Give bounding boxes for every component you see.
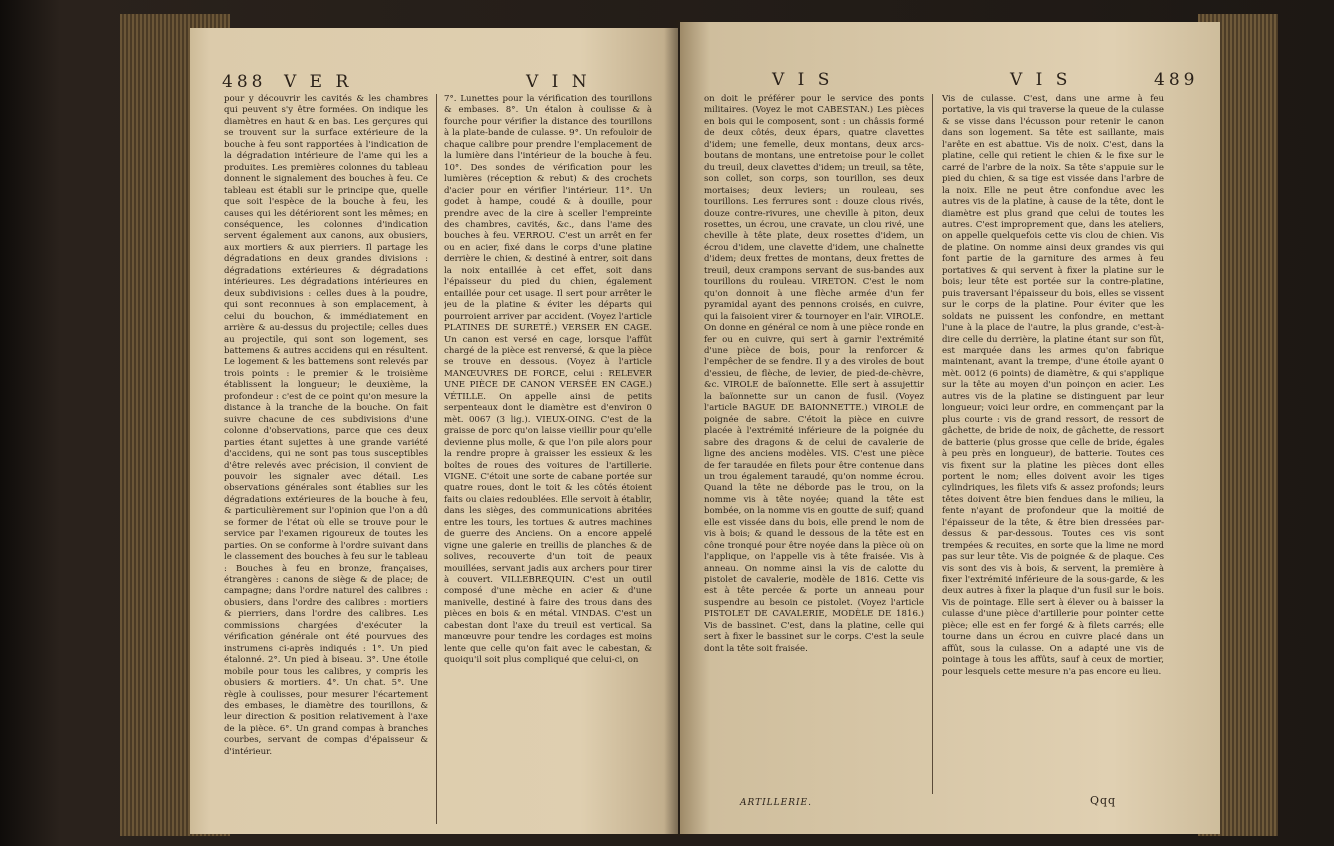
catchword-qqq: Qqq [1090,794,1117,807]
right-column-1: on doit le préférer pour le service des ponts militaires. (Voyez le mot CABESTAN.) Les pièces en bois qui le composent, sont : un châssis formé de deux côtés, deux épars, quatre clavettes d'idem; une femelle, deux montans, deux arcs-boutans de montans, une entretoise pour le collet du treuil, deux clavettes d'idem; un treuil, sa tête, son collet, son corps, son tourillon, ses deux mortaises; deux leviers; un rouleau, ses tourillons. Les ferrures sont : douze clous rivés, douze contre-rivures, une cheville à piton, deux rosettes, un écrou, une cravate, un clou rivé, une cheville à tête plate, deux rosettes d'idem, un écrou d'idem, une clavette d'idem, une chaînette d'idem; deux frettes de montans, deux frettes de treuil, deux crampons servant de sus-bandes aux tourillons du rouleau. VIRETON. C'est le nom qu'on donnoit à une flèche armée d'un fer pyramidal ayant des pennons croisés, en cuivre, qui la faisoient virer & tournoyer en l'air. VIROLE. On donne en général ce nom à une pièce ronde en fer ou en cuivre, qui sert à garnir l'extrémité d'une pièce de bois, pour la renforcer & l'empêcher de se fendre. Il y a des viroles de bout d'essieu, de flèche, de levier, de pied-de-chèvre, &c. VIROLE de baïonnette. Elle sert à assujettir la baïonnette sur un canon de fusil. (Voyez l'article BAGUE DE BAIONNETTE.) VIROLE de poignée de sabre. C'étoit la pièce en cuivre placée à l'extrémité inférieure de la poignée du sabre des dragons & de celui de cavalerie de ligne des anciens modèles. VIS. C'est une pièce de fer taraudée en filets pour être contenue dans un trou également taraudé, qu'on nomme écrou. Quand la tête ne déborde pas le trou, on la nomme vis à tête noyée; quand la tête est bombée, on la nomme vis en goutte de suif; quand elle est vissée dans du bois, elle prend le nom de vis à bois; & quand le dessous de la tête est en cône tronqué pour être noyée dans la pièce où on l'applique, on l'appelle vis à tête fraisée. Vis à anneau. On nomme ainsi la vis de calotte du pistolet de cavalerie, modèle de 1816. Cette vis est à tête percée & porte un anneau pour suspendre au besoin ce pistolet. (Voyez l'article PISTOLET DE CAVALERIE, MODÈLE DE 1816.) Vis de bassinet. C'est, dans la platine, celle qui sert à fixer le bassinet sur le corps. C'est la seule dont la tête soit fraisée. [704,94,924,654]
left-running-head-ver: V E R [284,72,353,92]
right-running-head-vis-2: V I S [1010,70,1072,90]
column-rule-right [932,94,933,794]
right-running-head-vis-1: V I S [772,70,834,90]
left-running-head-vin: V I N [526,72,591,92]
left-page [190,28,678,834]
right-page [680,22,1220,834]
left-column-2: 7°. Lunettes pour la vérification des tourillons & embases. 8°. Un étalon à coulisse & à fourche pour vérifier la distance des tourillons à la plate-bande de culasse. 9°. Un refouloir de chaque calibre pour prendre l'emplacement de la lumière dans l'intérieur de la bouche à feu. 10°. Des sondes de vérification pour les lumières (réception & rebut) & des crochets d'acier pour en vérifier l'intérieur. 11°. Un godet à hampe, coudé & à douille, pour prendre avec de la cire à sceller l'empreinte des chambres, cavités, &c., dans l'ame des bouches à feu. VERROU. C'est un arrêt en fer ou en acier, fixé dans le corps d'une platine derrière le chien, & destiné à entrer, soit dans la noix entaillée à cet effet, soit dans l'épaisseur du pied du chien, également entaillée pour cet usage. Il sert pour arrêter le jeu de la platine & éviter les départs qui pourroient arriver par accident. (Voyez l'article PLATINES DE SURETÉ.) VERSER EN CAGE. Un canon est versé en cage, lorsque l'affût chargé de la pièce est renversé, & que la pièce se trouve en dessous. (Voyez à l'article MANŒUVRES DE FORCE, celui : RELEVER UNE PIÈCE DE CANON VERSÉE EN CAGE.) VÉTILLE. On appelle ainsi de petits serpenteaux dont le diamètre est d'environ 0 mèt. 0067 (3 lig.). VIEUX-OING. C'est de la graisse de porc qu'on laisse vieillir pour qu'elle devienne plus molle, & que l'on pile alors pour la rendre propre à graisser les essieux & les boîtes de roues des voitures de l'artillerie. VIGNE. C'étoit une sorte de cabane portée sur quatre roues, dont le toit & les côtés étoient faits ou claies redoublées. Elle servoit à établir, dans les sièges, des communications abritées entre les tours, les tortues & autres machines de guerre des Anciens. On a encore appelé vigne une galerie en treillis de planches & de solives, recouverte d'un toit de peaux mouillées, servant jadis aux archers pour tirer à couvert. VILLEBREQUIN. C'est un outil composé d'une mèche en acier & d'une manivelle, destiné à faire des trous dans des pièces en bois & en métal. VINDAS. C'est un cabestan dont l'axe du treuil est vertical. Sa manœuvre pour tendre les cordages est moins lente que celle qu'on fait avec le cabestan, & quoiqu'il soit plus compliqué que celui-ci, on [444,94,652,666]
left-page-number: 488 [222,72,267,92]
left-column-1: pour y découvrir les cavités & les chambres qui peuvent s'y être formées. On indique les diamètres en haut & en bas. Les gerçures qui se trouvent sur la surface extérieure de la bouche à feu sont rapportées à l'indication de la dégradation intérieure de l'ame qui les a produites. Les premières colonnes du tableau donnent le signalement des bouches à feu. Ce tableau est établi sur le principe que, quelle que soit l'espèce de la bouche à feu, les causes qui les détériorent sont les mêmes; en conséquence, les colonnes d'indication servent également aux canons, aux obusiers, aux mortiers & aux pierriers. Il partage les dégradations en deux grandes divisions : dégradations extérieures & dégradations intérieures. Les dégradations intérieures en deux subdivisions : celles dues à la poudre, qui sont reconnues à son emplacement, à celui du bouchon, & immédiatement en arrière & au-dessus du projectile; celles dues au projectile, qui sont son logement, ses battemens & autres accidens qui en résultent. Le logement & les battemens sont relevés par trois points : le premier & le troisième établissent la longueur; le deuxième, la profondeur : c'est de ce point qu'on mesure la distance à la tranche de la bouche. On fait suivre chacune de ces subdivisions d'une colonne d'observations, parce que ces deux parties étant sujettes à une grande variété d'accidens, qui ne sont pas tous susceptibles d'être relevés avec précision, il convient de pouvoir les signaler avec détail. Les observations générales sont établies sur les dégradations extérieures de la bouche à feu, & particulièrement sur l'opinion que l'on a dû se former de l'état où elle se trouve pour le service par l'examen rigoureux de toutes les parties. On se conforme à l'ordre suivant dans le classement des bouches à feu sur le tableau : Bouches à feu en bronze, françaises, étrangères : canons de siège & de place; de campagne; dans l'ordre naturel des calibres : obusiers, dans l'ordre des calibres : mortiers & pierriers, dans l'ordre des calibres. Les commissions chargées d'exécuter la vérification générale ont été pourvues des instrumens ci-après indiqués : 1°. Un pied étalonné. 2°. Un pied à biseau. 3°. Une étoile mobile pour tous les calibres, y compris les obusiers & mortiers. 4°. Un chat. 5°. Une règle à coulisses, pour mesurer l'écartement des embases, le diamètre des tourillons, & leur direction & position relativement à l'axe de la pièce. 6°. Un grand compas à branches courbes, servant de compas d'épaisseur & d'intérieur. [224,94,428,757]
right-column-2: Vis de culasse. C'est, dans une arme à feu portative, la vis qui traverse la queue de la culasse & se visse dans l'écusson pour retenir le canon dans son logement. Sa tête est saillante, mais l'arête en est abattue. Vis de noix. C'est, dans la platine, celle qui retient le chien & le fixe sur le carré de l'arbre de la noix. Sa tête s'appuie sur le pied du chien, & sa tige est vissée dans l'arbre de la noix. Elle ne peut être confondue avec les autres vis de la platine, à cause de la tête, dont le diamètre est plus grand que celui de toutes les autres. C'est improprement que, dans les ateliers, on appelle quelquefois cette vis clou de chien. Vis de platine. On nomme ainsi deux grandes vis qui font partie de la garniture des armes à feu portatives & qui servent à fixer la platine sur le bois; leur tête est portée sur la contre-platine, puis traversant l'épaisseur du bois, elles se vissent sur le corps de la platine. Pour éviter que les soldats ne puissent les confondre, en mettant l'une à la place de l'autre, la plus grande, c'est-à-dire celle du derrière, la platine étant sur son fût, est marquée dans les armes qu'on fabrique maintenant, avant la trempe, d'une étoile ayant 0 mèt. 0012 (6 points) de diamètre, & qui s'applique sur la tête au moyen d'un poinçon en acier. Les autres vis de la platine se distinguent par leur longueur; voici leur ordre, en commençant par la plus courte : vis de grand ressort, de ressort de gâchette, de bride de noix, de gâchette, de ressort de batterie (plus grosse que celle de bride, égales à peu près en longueur), de batterie. Toutes ces vis fixent sur la platine les pièces dont elles portent le nom; elles doivent avoir les tiges cylindriques, les filets vifs & assez profonds; leurs têtes doivent être bien fendues dans le milieu, la fente n'ayant de profondeur que la moitié de l'épaisseur de la tête, & être bien dressées par-dessus & par-dessous. Toutes ces vis sont trempées & recuites, en sorte que la lime ne mord pas sur leur tête. Vis de poignée & de plaque. Ces vis sont des vis à bois, & servent, la première à fixer l'extrémité inférieure de la sous-garde, & les deux autres à fixer la plaque d'un fusil sur le bois. Vis de pointage. Elle sert à élever ou à baisser la culasse d'une pièce d'artillerie pour pointer cette pièce; elle est en fer forgé & à filets carrés; elle tourne dans un écrou en cuivre placé dans un affût, sous la culasse. On a adapté une vis de pointage à tous les affûts, sauf à ceux de mortier, pour lesquels cette mesure n'a pas encore eu lieu. [942,94,1164,677]
column-rule [436,94,437,824]
right-page-number: 489 [1154,70,1199,90]
signature-artillerie: ARTILLERIE. [740,798,812,808]
